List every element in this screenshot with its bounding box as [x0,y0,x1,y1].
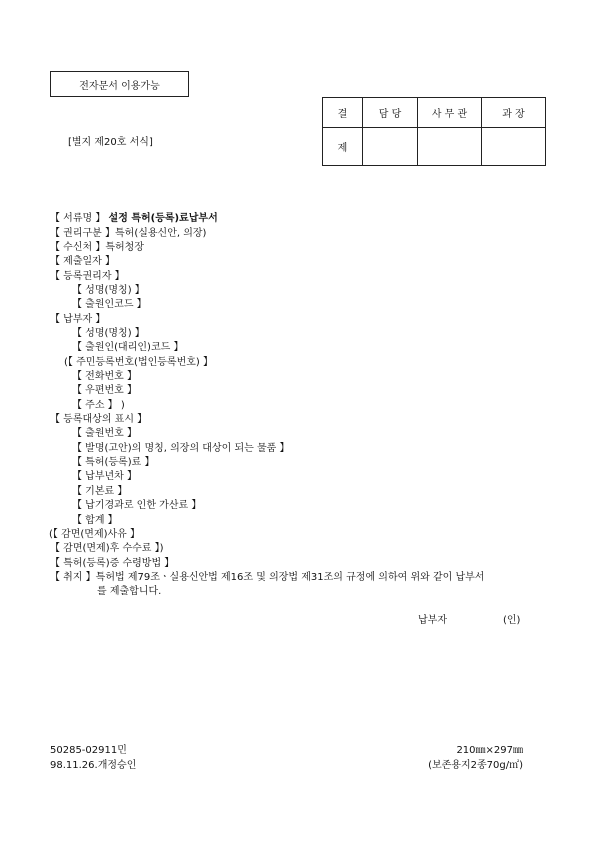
field-patent-fee: 【 특허(등록)료 】 [72,457,155,468]
approval-table [322,97,546,166]
field-resident-number: (【 주민등록번호(법인등록번호) 】 [64,357,213,368]
field-phone: 【 전화번호 】 [72,371,137,382]
field-reduced-fee: 【 감면(면제)후 수수료 】) [50,543,164,554]
field-payer-code: 【 출원인(대리인)코드 】 [72,342,184,353]
paper-type: (보존용지2종70g/㎡) [428,760,523,771]
field-certificate-receipt: 【 특허(등록)증 수령방법 】 [50,558,175,569]
field-submission-date: 【 제출일자 】 [50,256,115,267]
approval-sign-officer[interactable] [418,128,482,166]
document-name-value: 설정 특허(등록)료납부서 [108,213,218,224]
field-payer-name: 【 성명(명칭) 】 [72,328,145,339]
document-name-tag: 【 서류명 】 [50,213,106,224]
field-payer: 【 납부자 】 [50,314,106,325]
approval-side-top: 결 [323,98,363,128]
approval-col-staff: 담 당 [363,98,418,128]
approval-col-officer: 사 무 관 [418,98,482,128]
form-code: 50285-02911민 [50,745,127,756]
field-document-name [50,209,218,224]
field-application-number: 【 출원번호 】 [72,428,137,439]
field-basic-fee: 【 기본료 】 [72,486,128,497]
field-holder-name: 【 성명(명칭) 】 [72,285,145,296]
payer-signature-label: 납부자 [418,615,447,626]
field-holder-applicant-code: 【 출원인코드 】 [72,299,147,310]
approval-col-director: 과 장 [482,98,546,128]
field-postal-code: 【 우편번호 】 [72,385,137,396]
field-late-surcharge: 【 납기경과로 인한 가산료 】 [72,500,202,511]
field-reduction-reason: (【 감면(면제)사유 】 [49,529,141,540]
field-recipient: 【 수신처 】특허청장 [50,242,144,253]
field-total: 【 합계 】 [72,515,118,526]
field-registration-target: 【 등록대상의 표시 】 [50,414,148,425]
paper-size: 210㎜×297㎜ [456,745,523,756]
approval-side-bottom: 제 [323,128,363,166]
field-registered-holder: 【 등록권리자 】 [50,271,125,282]
field-payment-year: 【 납부년차 】 [72,471,137,482]
field-address: 【 주소 】 ) [72,400,125,411]
electronic-document-text: 전자문서 이용가능 [79,80,160,92]
electronic-document-label [50,71,189,97]
field-right-type: 【 권리구분 】특허(실용신안, 의장) [50,228,207,239]
approval-sign-director[interactable] [482,128,546,166]
field-invention-title: 【 발명(고안)의 명칭, 의장의 대상이 되는 물품 】 [72,443,290,454]
approval-date: 98.11.26.개정승인 [50,760,137,771]
field-purpose-continued: 를 제출합니다. [97,586,162,597]
field-purpose: 【 취지 】특허법 제79조ㆍ실용신안법 제16조 및 의장법 제31조의 규정에 의하여 위와 같이 납부서 [50,572,485,583]
form-number: [별지 제20호 서식] [68,137,153,148]
seal-mark: (인) [503,615,521,626]
approval-sign-staff[interactable] [363,128,418,166]
